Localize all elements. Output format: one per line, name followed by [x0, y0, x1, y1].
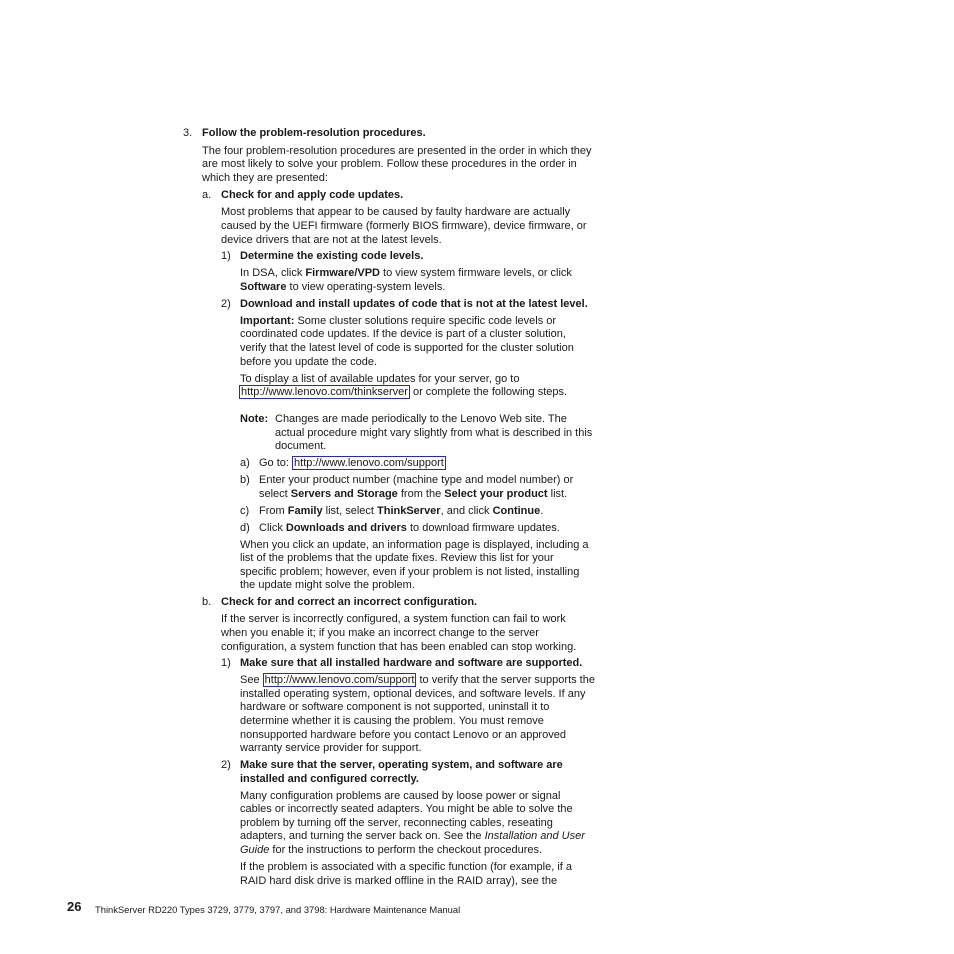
text-line	[259, 522, 560, 536]
text: Click	[259, 522, 286, 534]
text: .	[540, 505, 544, 517]
text-line: If the problem is associated with a specific function (for example, if a	[240, 861, 572, 873]
important-line	[240, 315, 556, 329]
item-number: 2)	[221, 759, 231, 771]
text-line: installed operating system, optional devices, and software levels. If any	[240, 688, 586, 700]
text: select	[259, 488, 291, 500]
substep-intro-line: device drivers that are not at the latest levels.	[221, 234, 442, 246]
text-line: RAID hard disk drive is marked offline in the RAID array), see the	[240, 875, 558, 887]
guide-title: Guide	[240, 844, 270, 856]
step-title: Follow the problem-resolution procedures.	[202, 127, 426, 139]
text: Some cluster solutions require specific code levels or	[294, 315, 557, 327]
note-label: Note:	[240, 413, 269, 425]
text-line: Many configuration problems are caused by loose power or signal	[240, 790, 561, 802]
text: , and click	[440, 505, 493, 517]
text-line	[240, 281, 445, 295]
support-link[interactable]: http://www.lenovo.com/support	[294, 457, 444, 469]
important-line: verify that the latest level of code is supported for the cluster solution	[240, 342, 574, 354]
important-line: coordinated code updates. If the device is part of a cluster solution,	[240, 328, 566, 340]
text-line: When you click an update, an information page is displayed, including a	[240, 539, 589, 551]
footer-title: ThinkServer RD220 Types 3729, 3779, 3797, and 3798: Hardware Maintenance Manual	[95, 904, 461, 915]
text-line: cables or incorrectly seated adapters. You might be able to solve the	[240, 803, 573, 815]
text-line	[240, 267, 572, 281]
downloads-drivers-label: Downloads and drivers	[285, 522, 407, 534]
text: From	[259, 505, 288, 517]
thinkserver-label: ThinkServer	[377, 505, 441, 517]
text: from the	[397, 488, 445, 500]
text: for the instructions to perform the checkout procedures.	[269, 844, 543, 856]
important-label: Important:	[240, 315, 295, 327]
substep-label: b.	[202, 596, 212, 608]
step-label: b)	[240, 474, 250, 486]
step-intro-line: The four problem-resolution procedures are presented in the order in which they	[202, 145, 592, 157]
text-line: warranty service provider for support.	[240, 742, 422, 754]
continue-label: Continue	[492, 505, 541, 517]
text-line: problem by turning off the server, reconnecting cables, reseating	[240, 817, 553, 829]
select-product-label: Select your product	[444, 488, 548, 500]
firmware-vpd-label: Firmware/VPD	[305, 267, 380, 279]
step-intro-line: are most likely to solve your problem. Follow these procedures in the order in	[202, 158, 577, 170]
text: to verify that the server supports the	[416, 674, 595, 686]
substep-intro-line: Most problems that appear to be caused by faulty hardware are actually	[221, 206, 571, 218]
text-line	[240, 844, 542, 858]
text-line	[239, 386, 567, 400]
text-line: determine whether it is causing the problem. You must remove	[240, 715, 544, 727]
text-line: Enter your product number (machine type and model number) or	[259, 474, 574, 486]
item-title: Determine the existing code levels.	[240, 250, 424, 262]
item-title: installed and configured correctly.	[240, 773, 419, 785]
family-label: Family	[287, 505, 323, 517]
text: or complete the following steps.	[409, 386, 568, 398]
item-title: Make sure that all installed hardware and software are supported.	[240, 657, 583, 669]
note-line: document.	[275, 440, 327, 452]
text-line	[259, 488, 567, 502]
important-line: before you update the code.	[240, 356, 377, 368]
text-line: nonsupported hardware before you contact Lenovo or an approved	[240, 729, 566, 741]
text-line: To display a list of available updates for your server, go to	[240, 373, 520, 385]
text-line	[240, 830, 585, 844]
substep-intro-line: when you enable it; if you make an incorrect change to the server	[221, 627, 539, 639]
software-label: Software	[240, 281, 287, 293]
substep-intro-line: configuration, a system function that has been enabled can stop working.	[221, 641, 577, 653]
item-number: 2)	[221, 298, 231, 310]
text-line: hardware or software component is not supported, uninstall it to	[240, 701, 550, 713]
text: adapters, and turning the server back on. See the	[240, 830, 485, 842]
substep-intro-line: caused by the UEFI firmware (formerly BIOS firmware), device firmware, or	[221, 220, 587, 232]
step-label: a)	[240, 457, 250, 469]
text: list.	[547, 488, 568, 500]
text-line: specific problem; however, even if your problem is not listed, installing	[240, 566, 580, 578]
step-label: c)	[240, 505, 250, 517]
text-line: the update might solve the problem.	[240, 579, 415, 591]
thinkserver-link[interactable]: http://www.lenovo.com/thinkserver	[241, 386, 408, 398]
item-title: Make sure that the server, operating system, and software are	[240, 759, 563, 771]
substep-title: Check for and correct an incorrect configuration.	[221, 596, 478, 608]
servers-and-storage-label: Servers and Storage	[290, 488, 398, 500]
text: Go to:	[259, 457, 289, 469]
text: See	[240, 674, 260, 686]
text: to view system firmware levels, or click	[380, 267, 572, 279]
text: to download firmware updates.	[406, 522, 560, 534]
text-line	[259, 457, 446, 471]
substep-title: Check for and apply code updates.	[221, 189, 404, 201]
text-line: list of the problems that the update fixes. Review this list for your	[240, 552, 554, 564]
text-line	[240, 674, 595, 688]
text: list, select	[322, 505, 377, 517]
step-label: d)	[240, 522, 250, 534]
note-line: Changes are made periodically to the Lenovo Web site. The	[275, 413, 567, 425]
substep-label: a.	[202, 189, 212, 201]
item-title: Download and install updates of code that is not at the latest level.	[240, 298, 588, 310]
note-line: actual procedure might vary slightly from what is described in this	[275, 427, 593, 439]
substep-intro-line: If the server is incorrectly configured, a system function can fail to work	[221, 613, 566, 625]
text: In DSA, click	[240, 267, 306, 279]
item-number: 1)	[221, 250, 231, 262]
text-line	[259, 505, 543, 519]
item-number: 1)	[221, 657, 231, 669]
support-link[interactable]: http://www.lenovo.com/support	[264, 674, 415, 686]
page-number: 26	[67, 899, 82, 914]
guide-title: Installation and User	[484, 830, 585, 842]
text: to view operating-system levels.	[286, 281, 446, 293]
step-intro-line: which they are presented:	[202, 172, 328, 184]
step-number: 3.	[183, 127, 193, 139]
